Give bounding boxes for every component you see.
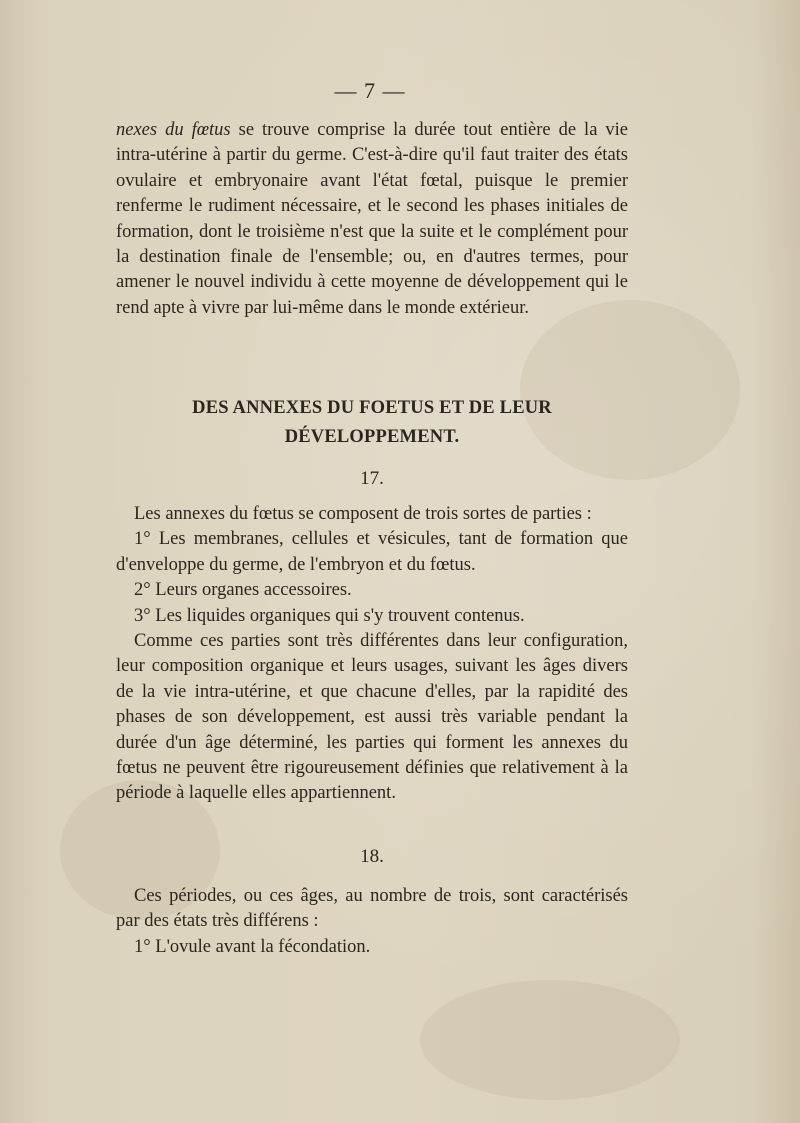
list-item: 3° Les liquides organiques qui s'y trouvent contenus. <box>134 605 525 626</box>
intro-text: se trouve comprise la durée tout entière de la vie intra-utérine à partir du germe. C'est-à-dire qu'il faut traiter des états ovulaire et embryonaire avant l'état fœtal, puisque le premier renferme le rudiment nécessaire, et le second les phases initiales de formation, dont le troisième n'est que la suite et le complément pour la destination finale de l'ensemble; ou, en d'autres termes, pour amener le nouvel individu à cette moyenne de développement qui le rend apte à vivre par lui-même dans le monde extérieur. <box>116 120 628 318</box>
section-17-body <box>116 502 628 807</box>
intro-italic-lead: nexes du fœtus <box>116 120 231 140</box>
paragraph: Les annexes du fœtus se composent de trois sortes de parties : <box>134 504 592 524</box>
list-item: 1° L'ovule avant la fécondation. <box>134 936 371 957</box>
list-item: 1° Les membranes, cellules et vésicules, tant de formation que d'enveloppe du germe, de l'embryon et du fœtus. <box>116 529 628 575</box>
section-heading <box>116 394 628 452</box>
page-number: — 7 — <box>334 78 406 103</box>
paragraph: Ces périodes, ou ces âges, au nombre de trois, sont caractérisés par des états très différens : <box>116 886 628 932</box>
paragraph: Comme ces parties sont très différentes dans leur configuration, leur composition organique et leurs usages, suivant les âges divers de la vie intra-utérine, et que chacune d'elles, par la rapidité des phases de son développement, est aussi très variable pendant la durée d'un âge déterminé, les parties qui forment les annexes du fœtus ne peuvent être rigoureusement définies que relativement à la période à laquelle elles appartiennent. <box>116 631 628 804</box>
section-heading-line-2: DÉVELOPPEMENT. <box>284 427 460 447</box>
section-18-body <box>116 884 628 960</box>
section-heading-line-1: DES ANNEXES DU FOETUS ET DE LEUR <box>192 398 552 418</box>
section-number-18: 18. <box>360 846 384 867</box>
list-item: 2° Leurs organes accessoires. <box>134 580 352 601</box>
intro-paragraph <box>116 118 628 321</box>
paper-stain <box>420 980 680 1100</box>
section-number-17: 17. <box>360 468 384 489</box>
paper-stain <box>520 300 740 480</box>
